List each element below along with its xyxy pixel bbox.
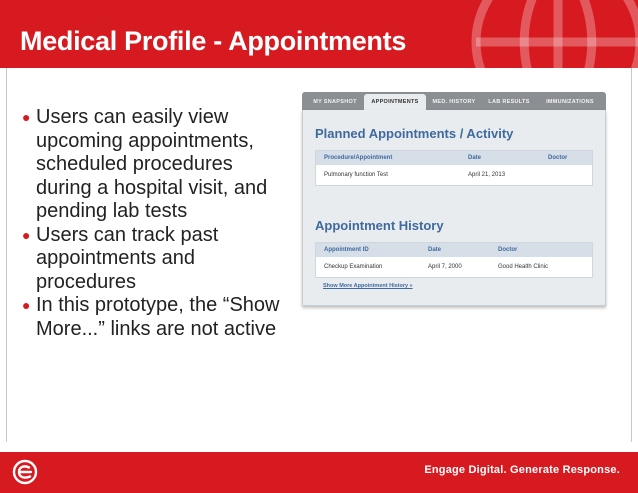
table-row xyxy=(316,257,592,277)
tab-appointments[interactable]: APPOINTMENTS xyxy=(364,94,426,110)
header-band xyxy=(0,0,638,68)
tab-my-snapshot[interactable]: MY SNAPSHOT xyxy=(313,99,357,105)
bullet-text: In this prototype, the “Show More...” links are not active xyxy=(36,294,280,340)
bullet-list xyxy=(22,106,284,341)
column-header: Procedure/Appointment xyxy=(324,155,393,161)
appointment-history-table xyxy=(315,242,593,278)
stylized-e-logo-icon xyxy=(12,459,38,485)
globe-watermark-icon xyxy=(458,0,638,68)
procedure-cell: Pulmonary function Test xyxy=(324,172,388,178)
tab-immunizations[interactable]: IMMUNIZATIONS xyxy=(546,99,594,105)
date-cell: April 7, 2000 xyxy=(428,264,462,270)
appointment-id-cell: Checkup Examination xyxy=(324,264,383,270)
profile-tab-bar xyxy=(302,92,606,110)
bullet-text: Users can easily view upcoming appointments, scheduled procedures during a hospital visit, and pending lab tests xyxy=(36,106,268,222)
bullet-item xyxy=(22,106,284,224)
footer-tagline: Engage Digital. Generate Response. xyxy=(424,464,620,476)
tab-lab-results[interactable]: LAB RESULTS xyxy=(488,99,530,105)
date-cell: April 21, 2013 xyxy=(468,172,506,178)
table-row xyxy=(316,165,592,185)
appointments-screenshot xyxy=(302,92,606,306)
appointments-panel xyxy=(302,110,606,306)
show-more-history-link[interactable]: Show More Appointment History » xyxy=(323,283,413,289)
doctor-cell: Good Health Clinic xyxy=(498,264,549,270)
frame-left-divider xyxy=(6,68,7,442)
table-header xyxy=(316,243,592,257)
bullet-item xyxy=(22,294,284,341)
footer-band xyxy=(0,452,638,493)
table-header xyxy=(316,151,592,165)
bullet-item xyxy=(22,224,284,295)
column-header: Date xyxy=(468,155,482,161)
frame-right-divider xyxy=(631,68,632,442)
planned-appointments-table xyxy=(315,150,593,186)
bullet-dot-icon: ● xyxy=(22,226,31,243)
slide-title: Medical Profile - Appointments xyxy=(20,26,407,56)
tab-med-history[interactable]: MED. HISTORY xyxy=(432,99,476,105)
bullet-text: Users can track past appointments and procedures xyxy=(36,223,219,293)
bullet-dot-icon: ● xyxy=(22,297,31,313)
column-header: Doctor xyxy=(498,247,518,253)
column-header: Date xyxy=(428,247,442,253)
column-header: Doctor xyxy=(548,155,568,161)
appointment-history-title: Appointment History xyxy=(315,218,444,233)
column-header: Appointment ID xyxy=(324,247,369,253)
planned-appointments-title: Planned Appointments / Activity xyxy=(315,126,514,141)
bullet-dot-icon: ● xyxy=(22,109,31,125)
